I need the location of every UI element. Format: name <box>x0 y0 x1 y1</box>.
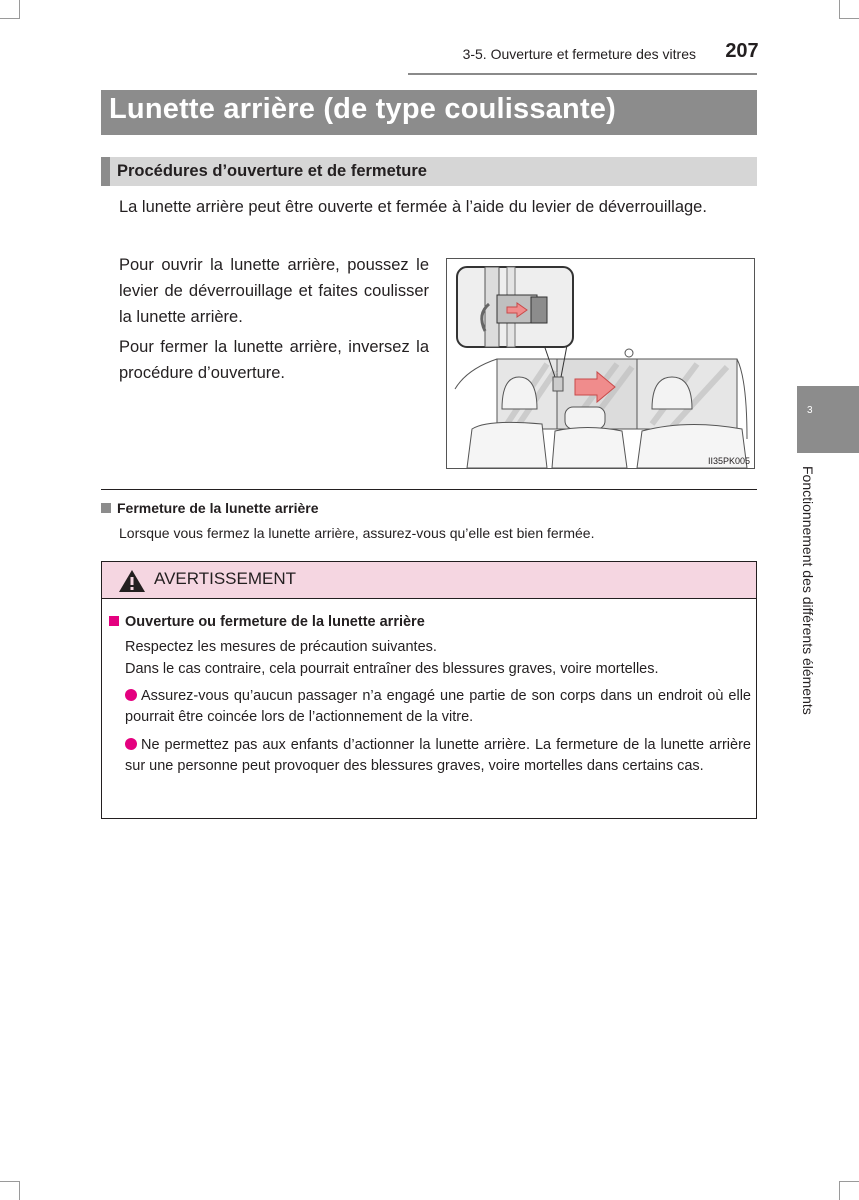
chapter-number: 3 <box>807 405 813 416</box>
note-heading <box>101 500 319 516</box>
bullet-dot-icon <box>125 738 137 750</box>
crop-mark <box>839 18 859 19</box>
page-title: Lunette arrière (de type coulissante) <box>109 93 616 125</box>
warning-bullet-text: Ne permettez pas aux enfants d’actionner la lunette arrière. La fermeture de la lunette arrière sur une personne peut provoquer des blessures graves, voire mortelles dans certains cas. <box>125 737 751 774</box>
crop-mark <box>839 1181 859 1182</box>
header-rule <box>408 73 757 75</box>
warning-box <box>101 561 757 819</box>
bullet-dot-icon <box>125 689 137 701</box>
subsection-title: Procédures d’ouverture et de fermeture <box>117 162 427 180</box>
title-bar <box>101 90 757 135</box>
header-section: 3-5. Ouverture et fermeture des vitres <box>462 46 696 62</box>
warning-triangle-icon <box>118 569 146 593</box>
open-instructions: Pour ouvrir la lunette arrière, poussez le levier de déverrouillage et faites coulisser la lunette arrière. <box>119 256 429 326</box>
note-heading-text: Fermeture de la lunette arrière <box>117 500 319 516</box>
warning-label: AVERTISSEMENT <box>154 569 297 588</box>
page-number: 207 <box>725 40 759 62</box>
warning-header <box>102 562 756 599</box>
crop-mark <box>839 0 840 19</box>
crop-mark <box>0 1181 20 1182</box>
chapter-tab <box>797 386 859 453</box>
intro-paragraph: La lunette arrière peut être ouverte et fermée à l’aide du levier de déverrouillage. <box>119 198 707 216</box>
chapter-label: Fonctionnement des différents éléments <box>800 466 816 715</box>
warning-line-1: Respectez les mesures de précaution suivantes. <box>125 639 437 655</box>
figure-code: II35PK005 <box>707 456 750 466</box>
crop-mark <box>0 18 20 19</box>
warning-line-2: Dans le cas contraire, cela pourrait entraîner des blessures graves, voire mortelles. <box>125 661 659 677</box>
rear-window-drawing <box>447 259 754 468</box>
close-instructions: Pour fermer la lunette arrière, inversez la procédure d’ouverture. <box>119 338 429 382</box>
note-divider <box>101 489 757 490</box>
warning-bullet <box>125 686 751 728</box>
crop-mark <box>839 1181 840 1200</box>
crop-mark <box>19 1181 20 1200</box>
crop-mark <box>19 0 20 19</box>
note-body: Lorsque vous fermez la lunette arrière, assurez-vous qu’elle est bien fermée. <box>119 525 595 541</box>
rear-window-illustration <box>446 258 755 469</box>
subsection-bar <box>101 157 757 186</box>
square-bullet-icon <box>101 503 111 513</box>
square-bullet-icon <box>109 616 119 626</box>
warning-item-title <box>109 614 425 630</box>
warning-bullet-text: Assurez-vous qu’aucun passager n’a engagé une partie de son corps dans un endroit où elle pourrait être coincée lors de l’actionnement de la vitre. <box>125 688 751 725</box>
warning-bullet <box>125 735 751 777</box>
warning-item-title-text: Ouverture ou fermeture de la lunette arrière <box>125 614 425 630</box>
